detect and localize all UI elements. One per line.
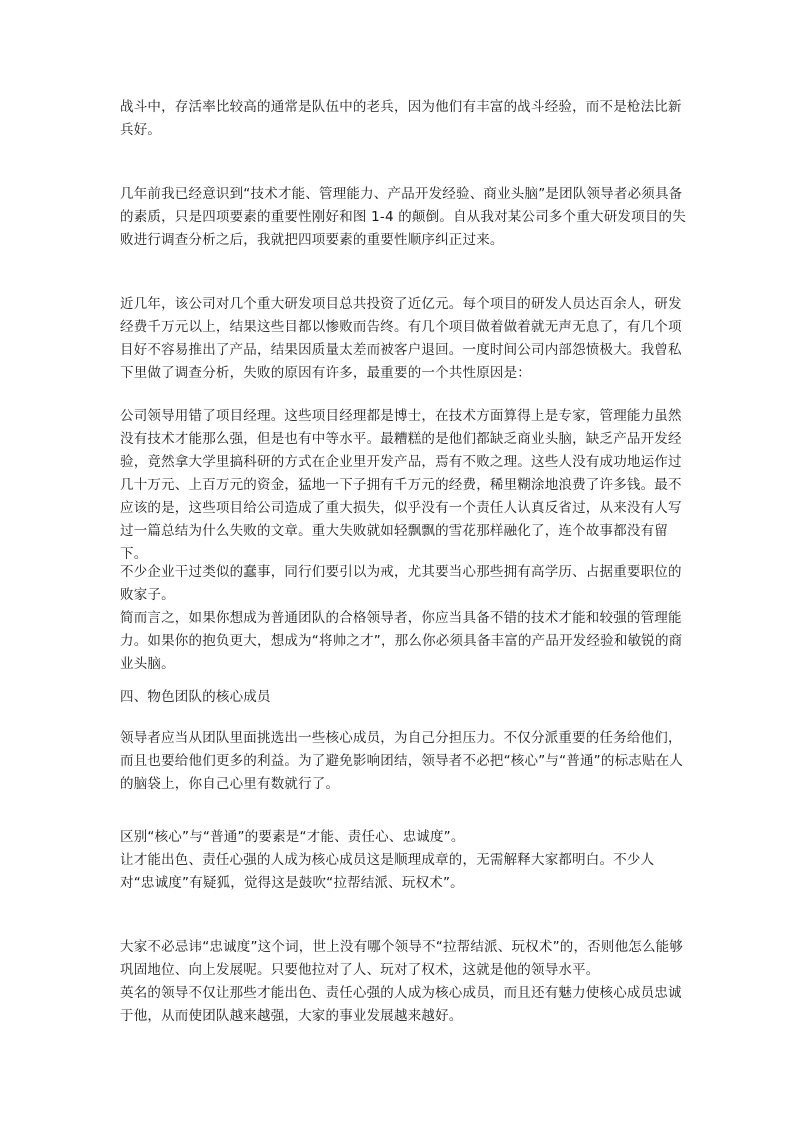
paragraph-failed-projects: 近几年，该公司对几个重大研发项目总共投资了近亿元。每个项目的研发人员达百余人，研发经费千万元以上，结果这些目都以惨败而告终。有几个项目做着做着就无声无息了，有几个项目好不容易推出了产品，结果因质量太差而被客户退回。一度时间公司内部怨愤极大。我曾私下里做了调查分析，失败的原因有许多，最重要的一个共性原因是： bbox=[120, 296, 682, 381]
paragraph-loyalty: 大家不必忌讳“忠诚度”这个词，世上没有哪个领导不“拉帮结派、玩权术”的，否则他怎么能够巩固地位、向上发展呢。只要他拉对了人、玩对了权术，这就是他的领导水平。 英名的领导不仅让那些才能出色、责任心强的人成为核心成员，而且还有魅力使核心成员忠诚于他，从而使团队越来越强，大家的事业发展越来越好。 bbox=[120, 939, 684, 1024]
paragraph-veterans: 战斗中，存活率比较高的通常是队伍中的老兵，因为他们有丰富的战斗经验，而不是枪法比新兵好。 bbox=[120, 99, 682, 138]
paragraph-four-elements: 几年前我已经意识到“技术才能、管理能力、产品开发经验、商业头脑”是团队领导者必须具备的素质，只是四项要素的重要性刚好和图 1-4 的颠倒。自从我对某公司多个重大研发项目的失败进行调查分析之后，我就把四项要素的重要性顺序纠正过来。 bbox=[120, 186, 686, 248]
paragraph-core-criteria: 区别“核心”与“普通”的要素是“才能、责任心、忠诚度”。 让才能出色、责任心强的人成为核心成员这是顺理成章的，无需解释大家都明白。不少人对“忠诚度”有疑狐，觉得这是鼓吹“拉帮结派、玩权术”。 bbox=[120, 829, 655, 891]
paragraph-core-members: 领导者应当从团队里面挑选出一些核心成员，为自己分担压力。不仅分派重要的任务给他们，而且也要给他们更多的利益。为了避免影响团结，领导者不必把“核心”与“普通”的标志贴在人的脑袋上，你自己心里有数就行了。 bbox=[120, 730, 684, 792]
section-heading-core-members: 四、物色团队的核心成员 bbox=[120, 689, 271, 705]
paragraph-wrong-managers: 公司领导用错了项目经理。这些项目经理都是博士，在技术方面算得上是专家，管理能力虽然没有技术才能那么强，但是也有中等水平。最糟糕的是他们都缺乏商业头脑，缺乏产品开发经验，竟然拿大学里搞科研的方式在企业里开发产品，焉有不败之理。这些人没有成功地运作过几十万元、上百万元的资金，猛地一下子拥有千万元的经费，稀里糊涂地浪费了许多钱。最不应该的是，这些项目给公司造成了重大损失，似乎没有一个责任人认真反省过，从来没有人写过一篇总结为什么失败的文章。重大失败就如轻飘飘的雪花那样融化了，连个故事都没有留下。 bbox=[120, 408, 682, 562]
paragraph-lesson-summary: 不少企业干过类似的蠢事，同行们要引以为戒，尤其要当心那些拥有高学历、占据重要职位的败家子。 简而言之，如果你想成为普通团队的合格领导者，你应当具备不错的技术才能和较强的管理能力。如果你的抱负更大，想成为“将帅之才”，那么你必须具备丰富的产品开发经验和敏锐的商业头脑。 bbox=[120, 564, 683, 672]
